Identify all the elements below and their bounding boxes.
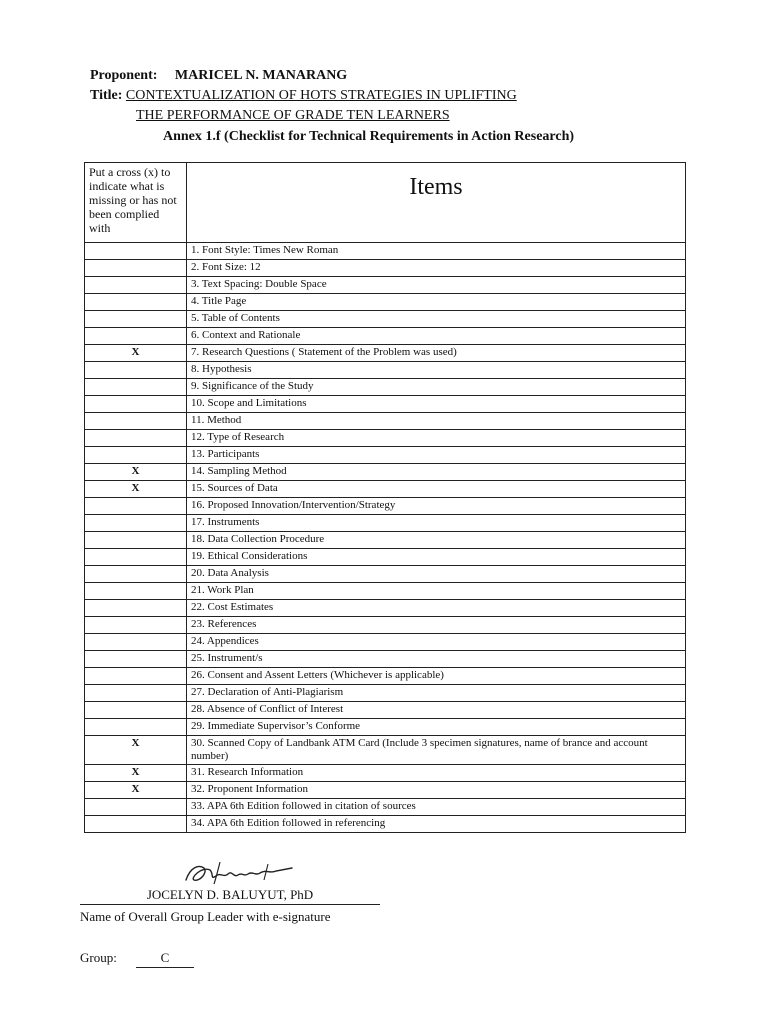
table-row [85, 345, 686, 362]
item-cell: 8. Hypothesis [187, 362, 686, 379]
table-row [85, 379, 686, 396]
item-cell: 6. Context and Rationale [187, 328, 686, 345]
cross-mark-cell: X [85, 345, 187, 362]
item-cell: 16. Proposed Innovation/Intervention/Strategy [187, 498, 686, 515]
cross-mark-cell [85, 617, 187, 634]
item-cell: 10. Scope and Limitations [187, 396, 686, 413]
item-cell: 34. APA 6th Edition followed in referencing [187, 816, 686, 833]
item-cell: 17. Instruments [187, 515, 686, 532]
cross-mark-cell [85, 379, 187, 396]
cross-mark-cell: X [85, 736, 187, 765]
table-row [85, 782, 686, 799]
table-row [85, 719, 686, 736]
table-row [85, 583, 686, 600]
item-cell: 7. Research Questions ( Statement of the Problem was used) [187, 345, 686, 362]
table-row [85, 498, 686, 515]
items-column-header: Items [187, 163, 686, 243]
item-cell: 19. Ethical Considerations [187, 549, 686, 566]
item-cell: 32. Proponent Information [187, 782, 686, 799]
table-row [85, 668, 686, 685]
cross-mark-cell [85, 532, 187, 549]
item-cell: 3. Text Spacing: Double Space [187, 277, 686, 294]
cross-mark-cell [85, 413, 187, 430]
proponent-label: Proponent: [90, 68, 158, 83]
title-line-1 [90, 87, 517, 105]
title-text-1: CONTEXTUALIZATION OF HOTS STRATEGIES IN UPLIFTING [125, 88, 517, 103]
group-leader-caption: Name of Overall Group Leader with e-signature [80, 909, 331, 924]
cross-mark-cell [85, 566, 187, 583]
item-cell: 29. Immediate Supervisor’s Conforme [187, 719, 686, 736]
cross-mark-cell [85, 799, 187, 816]
proponent-line [90, 67, 347, 85]
item-cell: 18. Data Collection Procedure [187, 532, 686, 549]
table-row [85, 799, 686, 816]
table-row [85, 617, 686, 634]
proponent-name: MARICEL N. MANARANG [174, 68, 348, 83]
table-row [85, 736, 686, 765]
table-row [85, 362, 686, 379]
cross-mark-cell [85, 719, 187, 736]
table-row [85, 600, 686, 617]
item-cell: 13. Participants [187, 447, 686, 464]
item-cell: 26. Consent and Assent Letters (Whichever is applicable) [187, 668, 686, 685]
cross-mark-cell [85, 515, 187, 532]
cross-mark-cell: X [85, 782, 187, 799]
table-row [85, 311, 686, 328]
item-cell: 27. Declaration of Anti-Plagiarism [187, 685, 686, 702]
item-cell: 30. Scanned Copy of Landbank ATM Card (Include 3 specimen signatures, name of brance and account number) [187, 736, 686, 765]
cross-mark-cell [85, 277, 187, 294]
item-cell: 28. Absence of Conflict of Interest [187, 702, 686, 719]
item-cell: 14. Sampling Method [187, 464, 686, 481]
cross-mark-cell [85, 362, 187, 379]
item-cell: 1. Font Style: Times New Roman [187, 243, 686, 260]
cross-mark-cell [85, 260, 187, 277]
table-row [85, 243, 686, 260]
table-row [85, 532, 686, 549]
title-text-2: THE PERFORMANCE OF GRADE TEN LEARNERS [136, 108, 450, 123]
table-row [85, 294, 686, 311]
item-cell: 31. Research Information [187, 765, 686, 782]
item-cell: 9. Significance of the Study [187, 379, 686, 396]
item-cell: 25. Instrument/s [187, 651, 686, 668]
checklist-table [84, 162, 686, 833]
cross-mark-cell [85, 311, 187, 328]
table-row [85, 651, 686, 668]
cross-mark-cell [85, 668, 187, 685]
table-row [85, 413, 686, 430]
cross-mark-cell [85, 685, 187, 702]
cross-mark-cell [85, 498, 187, 515]
item-cell: 12. Type of Research [187, 430, 686, 447]
table-row [85, 702, 686, 719]
table-row [85, 515, 686, 532]
table-row [85, 430, 686, 447]
cross-mark-cell [85, 651, 187, 668]
group-value: C [136, 949, 194, 968]
table-row [85, 549, 686, 566]
cross-mark-cell [85, 549, 187, 566]
cross-mark-cell [85, 243, 187, 260]
table-row [85, 566, 686, 583]
table-row [85, 685, 686, 702]
cross-mark-cell: X [85, 464, 187, 481]
table-row [85, 481, 686, 498]
table-row [85, 765, 686, 782]
item-cell: 22. Cost Estimates [187, 600, 686, 617]
cross-mark-cell [85, 430, 187, 447]
cross-mark-cell [85, 634, 187, 651]
cross-mark-cell: X [85, 765, 187, 782]
table-row [85, 464, 686, 481]
item-cell: 2. Font Size: 12 [187, 260, 686, 277]
group-leader-name: JOCELYN D. BALUYUT, PhD [80, 886, 380, 905]
table-row [85, 277, 686, 294]
cross-mark-cell: X [85, 481, 187, 498]
cross-column-header: Put a cross (x) to indicate what is missing or has not been complied with [85, 163, 187, 243]
table-header-row [85, 163, 686, 243]
cross-mark-cell [85, 294, 187, 311]
table-row [85, 447, 686, 464]
table-row [85, 396, 686, 413]
cross-mark-cell [85, 583, 187, 600]
item-cell: 33. APA 6th Edition followed in citation of sources [187, 799, 686, 816]
table-row [85, 328, 686, 345]
cross-mark-cell [85, 816, 187, 833]
item-cell: 15. Sources of Data [187, 481, 686, 498]
table-row [85, 260, 686, 277]
item-cell: 21. Work Plan [187, 583, 686, 600]
cross-mark-cell [85, 447, 187, 464]
cross-mark-cell [85, 600, 187, 617]
item-cell: 23. References [187, 617, 686, 634]
item-cell: 4. Title Page [187, 294, 686, 311]
item-cell: 20. Data Analysis [187, 566, 686, 583]
table-row [85, 816, 686, 833]
title-label: Title: [90, 88, 123, 103]
group-label: Group: [80, 950, 117, 965]
cross-mark-cell [85, 702, 187, 719]
table-row [85, 634, 686, 651]
item-cell: 11. Method [187, 413, 686, 430]
item-cell: 24. Appendices [187, 634, 686, 651]
title-line-2 [136, 107, 450, 125]
cross-mark-cell [85, 396, 187, 413]
e-signature [180, 858, 298, 888]
cross-mark-cell [85, 328, 187, 345]
item-cell: 5. Table of Contents [187, 311, 686, 328]
annex-heading: Annex 1.f (Checklist for Technical Requirements in Action Research) [163, 129, 575, 144]
